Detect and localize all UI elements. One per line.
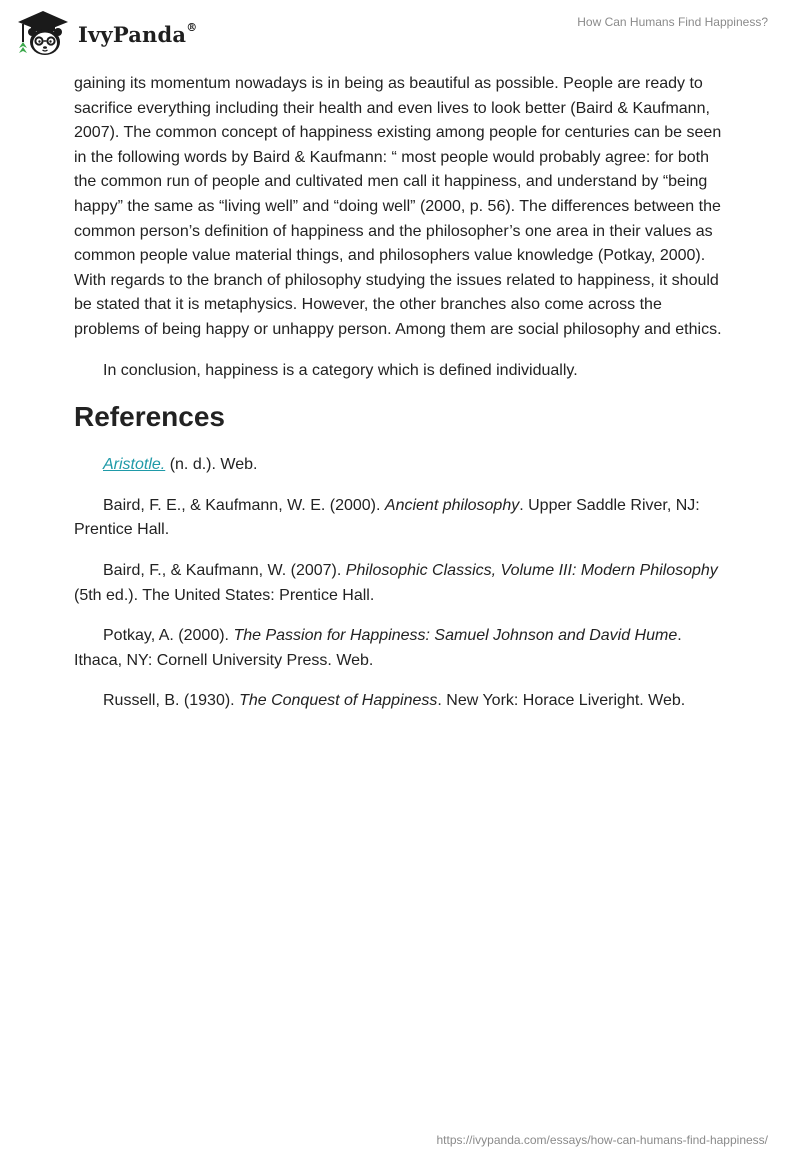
reference-item: Potkay, A. (2000). The Passion for Happiness: Samuel Johnson and David Hume. Ithaca, NY: Cornell University Press. Web. bbox=[74, 627, 682, 669]
references-heading: References bbox=[74, 401, 225, 433]
reference-item: Baird, F. E., & Kaufmann, W. E. (2000). Ancient philosophy. Upper Saddle River, NJ: Prentice Hall. bbox=[74, 496, 700, 539]
footer-url[interactable]: https://ivypanda.com/essays/how-can-humans-find-happiness/ bbox=[436, 1133, 768, 1147]
brand-logo[interactable] bbox=[14, 8, 197, 58]
reference-link-aristotle[interactable]: Aristotle. bbox=[103, 456, 166, 474]
conclusion-paragraph: In conclusion, happiness is a category which is defined individually. bbox=[103, 361, 578, 379]
article-content bbox=[74, 72, 730, 730]
body-paragraph: gaining its momentum nowadays is in being as beautiful as possible. People are ready to sacrifice everything including their health and even lives to look better (Baird & Kaufmann, 2007). The common concept of happiness existing among people for centuries can be seen in the following words by Baird & Kaufmann: “ most people would probably agree: for both the common run of people and cultivated men call it happiness, and understand by “being happy” the same as “living well” and “doing well” (2000, p. 56). The differences between the common person’s definition of happiness and the philosopher’s one area in their values as common people value material things, and philosophers value knowledge (Potkay, 2000). With regards to the branch of philosophy studying the issues related to happiness, it should be stated that it is metaphysics. However, the other branches also come across the problems of being happy or unhappy person. Among them are social philosophy and ethics. bbox=[74, 75, 722, 338]
brand-name: IvyPanda® bbox=[78, 20, 198, 47]
reference-item: Baird, F., & Kaufmann, W. (2007). Philosophic Classics, Volume III: Modern Philosophy (5th ed.). The United States: Prentice Hall. bbox=[74, 561, 718, 604]
document-title: How Can Humans Find Happiness? bbox=[577, 15, 768, 29]
reference-item: Aristotle. (n. d.). Web. bbox=[103, 456, 258, 474]
page-header bbox=[0, 0, 800, 64]
reference-item: Russell, B. (1930). The Conquest of Happiness. New York: Horace Liveright. Web. bbox=[103, 692, 686, 710]
panda-logo-icon bbox=[14, 8, 72, 58]
